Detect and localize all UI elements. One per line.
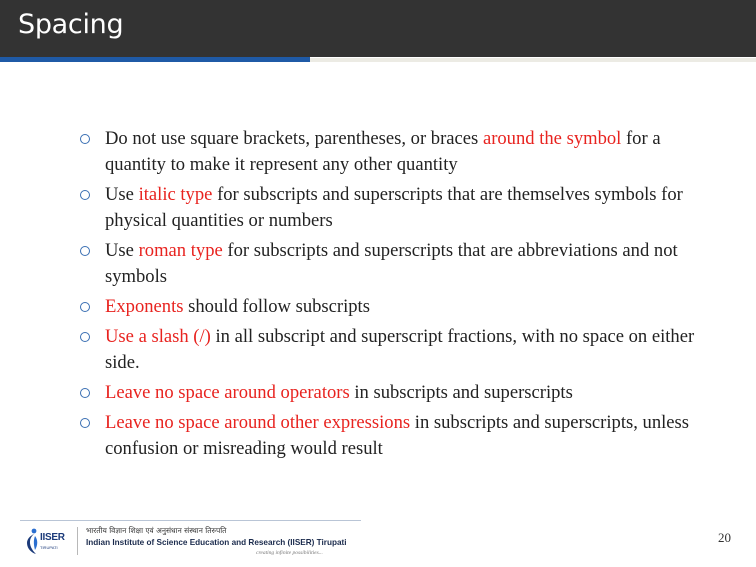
slide-header: [0, 0, 756, 57]
logo-subtext: TIRUPATI: [40, 545, 58, 550]
logo-wordmark: IISER: [40, 532, 65, 543]
bullet-item: [80, 294, 720, 320]
bullet-text-normal: Use: [105, 240, 139, 261]
circle-bullet-icon: [80, 418, 90, 428]
bullet-text-normal: Use: [105, 184, 139, 205]
bullet-text-highlight: italic type: [138, 184, 213, 205]
bullet-text-highlight: Use a slash (/): [105, 326, 211, 347]
header-accent-bar: [0, 57, 310, 62]
bullet-item: [80, 324, 720, 376]
bullet-text-normal: for subscripts and superscripts that are abbreviations and not symbols: [105, 240, 678, 287]
bullet-item: [80, 182, 720, 234]
circle-bullet-icon: [80, 332, 90, 342]
bullet-text-highlight: Exponents: [105, 296, 184, 317]
bullet-text-highlight: roman type: [138, 240, 223, 261]
bullet-text-highlight: Leave no space around other expressions: [105, 412, 411, 433]
circle-bullet-icon: [80, 302, 90, 312]
institute-name-hindi: भारतीय विज्ञान शिक्षा एवं अनुसंधान संस्थान तिरुपति: [86, 526, 227, 535]
bullet-item: [80, 238, 720, 290]
institute-tagline: creating infinite possibilities...: [256, 550, 323, 556]
bullet-item: [80, 380, 720, 406]
bullet-text-normal: should follow subscripts: [183, 296, 370, 317]
flame-icon: [26, 527, 40, 555]
circle-bullet-icon: [80, 134, 90, 144]
bullet-text-normal: in subscripts and superscripts, unless confusion or misreading would result: [105, 412, 690, 459]
circle-bullet-icon: [80, 190, 90, 200]
bullet-text-normal: in all subscript and superscript fractions, with no space on either side.: [105, 326, 695, 373]
bullet-text-highlight: Leave no space around operators: [105, 382, 350, 403]
institute-name-english: Indian Institute of Science Education and Research (IISER) Tirupati: [86, 538, 347, 547]
bullet-text-normal: for subscripts and superscripts that are themselves symbols for physical quantities or numbers: [105, 184, 683, 231]
bullet-item: [80, 126, 720, 178]
circle-bullet-icon: [80, 246, 90, 256]
bullet-list: [80, 126, 720, 466]
footer-rule: [20, 520, 361, 521]
footer-divider: [77, 527, 78, 555]
iiser-logo: [26, 527, 70, 555]
bullet-item: [80, 410, 720, 462]
slide-title: Spacing: [18, 9, 124, 40]
bullet-text-normal: in subscripts and superscripts: [349, 382, 573, 403]
header-underline-bar: [310, 58, 756, 62]
bullet-text-normal: for a quantity to make it represent any other quantity: [105, 128, 661, 175]
page-number: 20: [718, 530, 731, 545]
bullet-text-normal: Do not use square brackets, parentheses, or braces: [105, 128, 483, 149]
bullet-text-highlight: around the symbol: [482, 128, 622, 149]
circle-bullet-icon: [80, 388, 90, 398]
